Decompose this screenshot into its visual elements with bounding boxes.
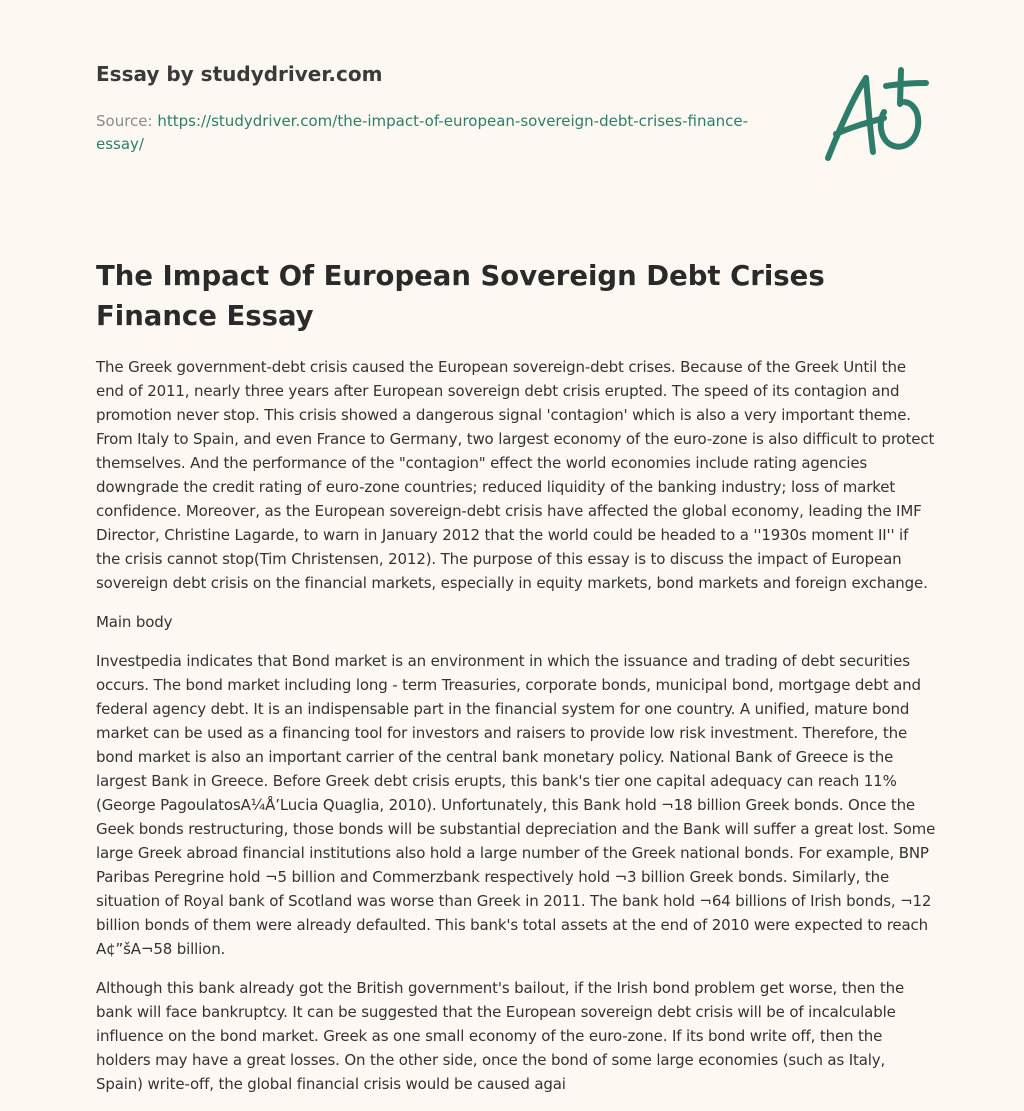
section-heading-main-body: Main body bbox=[96, 613, 173, 631]
essay-paragraph-bond-market: Investpedia indicates that Bond market is an environment in which the issuance and trading of debt securities occurs. The bond market including long - term Treasuries, corporate bonds, municipal bond, mortgage debt and federal agency debt. It is an indispensable part in the financial system for one country. A unified, mature bond market can be used as a financing tool for investors and raisers to provide low risk investment. Therefore, the bond market is also an important carrier of the central bank monetary policy. National Bank of Greece is the largest Bank in Greece. Before Greek debt crisis erupts, this bank's tier one capital adequacy can reach 11% (George PagoulatosA¼Å’Lucia Quaglia, 2010). Unfortunately, this Bank hold ¬18 billion Greek bonds. Once the Geek bonds restructuring, those bonds will be substantial depreciation and the Bank will suffer a great lost. Some large Greek abroad financial institutions also hold a large number of the Greek national bonds. For example, BNP Paribas Peregrine hold ¬5 billion and Commerzbank respectively hold ¬3 billion Greek bonds. Similarly, the situation of Royal bank of Scotland was worse than Greek in 2011. The bank hold ¬64 billions of Irish bonds, ¬12 billion bonds of them were already defaulted. This bank's total assets at the end of 2010 were expected to reach A¢”šA¬58 billion. bbox=[96, 652, 936, 958]
page-header bbox=[96, 60, 776, 156]
essay-body bbox=[96, 355, 936, 1111]
essay-paragraph-bailout: Although this bank already got the British government's bailout, if the Irish bond problem get worse, then the bank will face bankruptcy. It can be suggested that the European sovereign debt crisis will be of incalculable influence on the bond market. Greek as one small economy of the euro-zone. If its bond write off, then the holders may have a great losses. On the other side, once the bond of some large economies (such as Italy, Spain) write-off, the global financial crisis would be caused agai bbox=[96, 979, 905, 1093]
source-link[interactable]: https://studydriver.com/the-impact-of-european-sovereign-debt-crises-finance-essay/ bbox=[96, 112, 749, 153]
a-plus-logo-svg bbox=[818, 66, 930, 166]
source-line bbox=[96, 110, 776, 156]
source-label: Source: bbox=[96, 112, 158, 130]
essay-title: The Impact Of European Sovereign Debt Crises Finance Essay bbox=[96, 260, 825, 332]
site-title: Essay by studydriver.com bbox=[96, 62, 383, 86]
a-plus-grade-icon bbox=[818, 66, 930, 166]
essay-paragraph-intro: The Greek government-debt crisis caused the European sovereign-debt crises. Because of the Greek Until the end of 2011, nearly three years after European sovereign debt crisis erupted. The speed of its contagion and promotion never stop. This crisis showed a dangerous signal 'contagion' which is also a very important theme. From Italy to Spain, and even France to Germany, two largest economy of the euro-zone is also difficult to protect themselves. And the performance of the "contagion" effect the world economies include rating agencies downgrade the credit rating of euro-zone countries; reduced liquidity of the banking industry; loss of market confidence. Moreover, as the European sovereign-debt crisis have affected the global economy, leading the IMF Director, Christine Lagarde, to warn in January 2012 that the world could be headed to a ''1930s moment II'' if the crisis cannot stop(Tim Christensen, 2012). The purpose of this essay is to discuss the impact of European sovereign debt crisis on the financial markets, especially in equity markets, bond markets and foreign exchange. bbox=[96, 358, 935, 592]
